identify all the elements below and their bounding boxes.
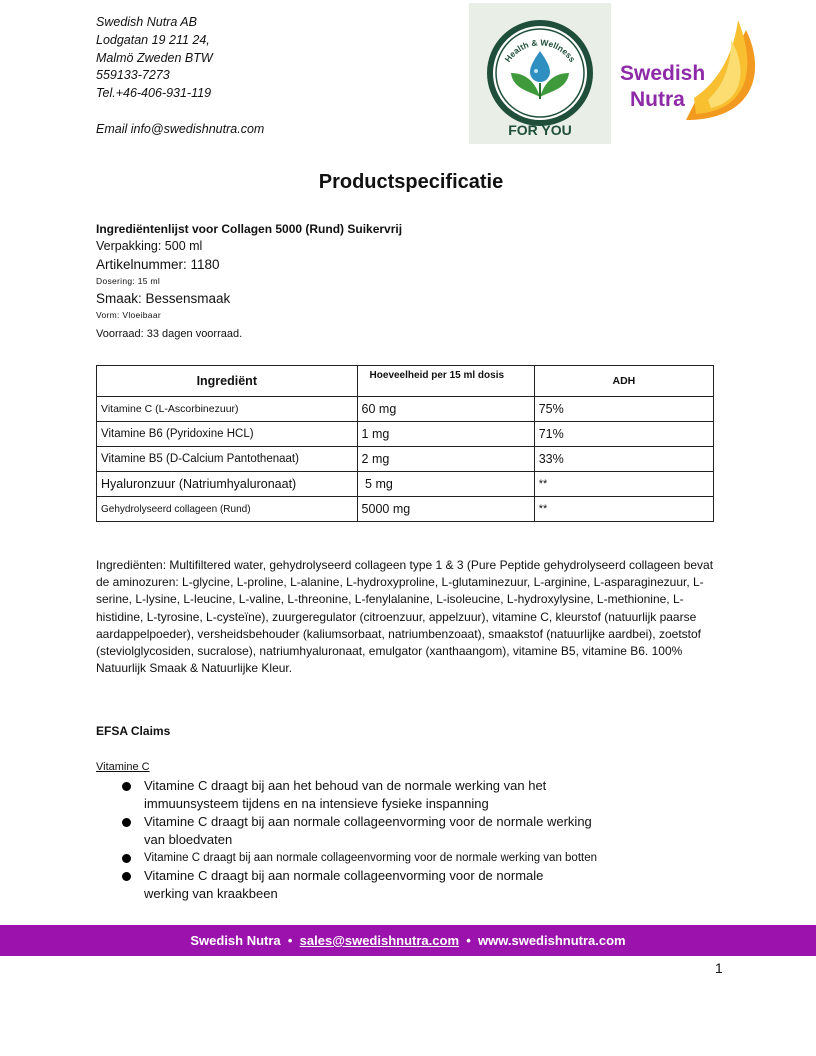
logo-for-you-text: FOR YOU [508,122,572,138]
claim-item [96,777,597,813]
flavor: Smaak: Bessensmaak [96,291,231,306]
table-row [97,447,714,472]
stock: Voorraad: 33 dagen voorraad. [96,328,243,340]
header-ingredient: Ingrediënt [97,366,358,397]
bullet-icon [122,854,131,863]
amount-cell: 60 mg [357,397,534,422]
company-email: Email info@swedishnutra.com [96,121,265,136]
company-address-block [96,14,264,139]
header-amount: Hoeveelheid per 15 ml dosis [357,366,534,397]
adh-cell: ** [534,472,713,497]
table-header-row [97,366,714,397]
table-row [97,472,714,497]
footer-website[interactable]: www.swedishnutra.com [478,933,626,948]
table-row [97,397,714,422]
swedish-nutra-logo [616,10,764,128]
dosage: Dosering: 15 ml [96,276,161,286]
ingredient-cell: Vitamine B6 (Pyridoxine HCL) [97,422,358,447]
table-row [97,422,714,447]
amount-cell: 1 mg [357,422,534,447]
adh-cell: 71% [534,422,713,447]
ingredient-cell: Hyaluronzuur (Natriumhyaluronaat) [97,472,358,497]
efsa-heading: EFSA Claims [96,724,171,738]
amount-cell: 2 mg [357,447,534,472]
packaging: Verpakking: 500 ml [96,239,203,253]
page-title: Productspecificatie [318,171,504,193]
product-meta [96,221,402,343]
adh-cell: ** [534,497,713,522]
ingredient-cell: Vitamine B5 (D-Calcium Pantothenaat) [97,447,358,472]
bullet-icon [122,818,131,827]
adh-cell: 75% [534,397,713,422]
article-number: Artikelnummer: 1180 [96,257,220,272]
footer-banner [0,925,816,956]
nutrition-table [96,365,714,522]
claim-text: Vitamine C draagt bij aan het behoud van de normale werking van het immuunsysteem tijdens en na intensieve fysieke inspanning [144,778,547,811]
company-phone: Tel.+46-406-931-119 [96,86,212,101]
form: Vorm: Vloeibaar [96,310,161,320]
claim-item [96,867,597,903]
claim-text: Vitamine C draagt bij aan normale collageenvorming voor de normale werking van kraakbeen [144,868,544,901]
company-vat: 559133-7273 [96,68,170,83]
company-name: Swedish Nutra AB [96,15,197,29]
ingredient-cell: Vitamine C (L-Ascorbinezuur) [97,397,358,422]
amount-cell: 5000 mg [357,497,534,522]
health-wellness-logo [469,3,611,144]
amount-cell: 5 mg [357,472,534,497]
ingredients-paragraph: Ingrediënten: Multifiltered water, gehydrolyseerd collageen type 1 & 3 (Pure Peptide gehydrolyseerd collageen bevat de aminozuren: L-glycine, L-proline, L-alanine, L-hydroxyproline, L-glutaminezuur, L-arginine, L-asparaginezuur, L-serine, L-lysine, L-leucine, L-valine, L-threonine, L-fenylalanine, L-isoleucine, L-hydroxylysine, L-methionine, L-histidine, L-tyrosine, L-cysteïne), zuurgeregulator (citroenzuur, appelzuur), vitamine C, kleurstof (natuurlijk paarse aardappelpoeder), versheidsbehouder (kaliumsorbaat, natriumbenzoaat), smaakstof (natuurlijke aardbei), zoetstof (steviolglycosiden, sucralose), natriumhyaluronaat, emulgator (xanthaangom), vitamine B5, vitamine B6. 100% Natuurlijk Smaak & Natuurlijke Kleur. [96,558,714,676]
claim-item [96,849,597,867]
logo-brand-line1: Swedish [620,62,706,85]
bullet-icon [122,872,131,881]
table-row [97,497,714,522]
logo-brand-line2: Nutra [630,88,685,111]
company-street: Lodgatan 19 211 24, [96,32,210,47]
company-city: Malmö Zweden BTW [96,50,213,65]
footer-email-link[interactable]: sales@swedishnutra.com [299,933,460,948]
claim-item [96,813,597,849]
bullet-icon [122,782,131,791]
ingredient-list-heading: Ingrediëntenlijst voor Collagen 5000 (Rund) Suikervrij [96,222,403,236]
footer-separator: • [459,933,479,948]
claim-text: Vitamine C draagt bij aan normale collageenvorming voor de normale werking van botten [144,852,598,864]
footer-brand: Swedish Nutra [190,933,281,948]
vitamin-c-label: Vitamine C [96,761,150,773]
ingredient-cell: Gehydrolyseerd collageen (Rund) [97,497,358,522]
page-number: 1 [715,960,723,976]
claim-text: Vitamine C draagt bij aan normale collageenvorming voor de normale werking van bloedvaten [144,814,592,847]
adh-cell: 33% [534,447,713,472]
header-adh: ADH [534,366,713,397]
logo-health-wellness-text: Health & Wellness [502,37,578,64]
footer-separator: • [280,933,300,948]
efsa-claims-list [96,777,597,903]
